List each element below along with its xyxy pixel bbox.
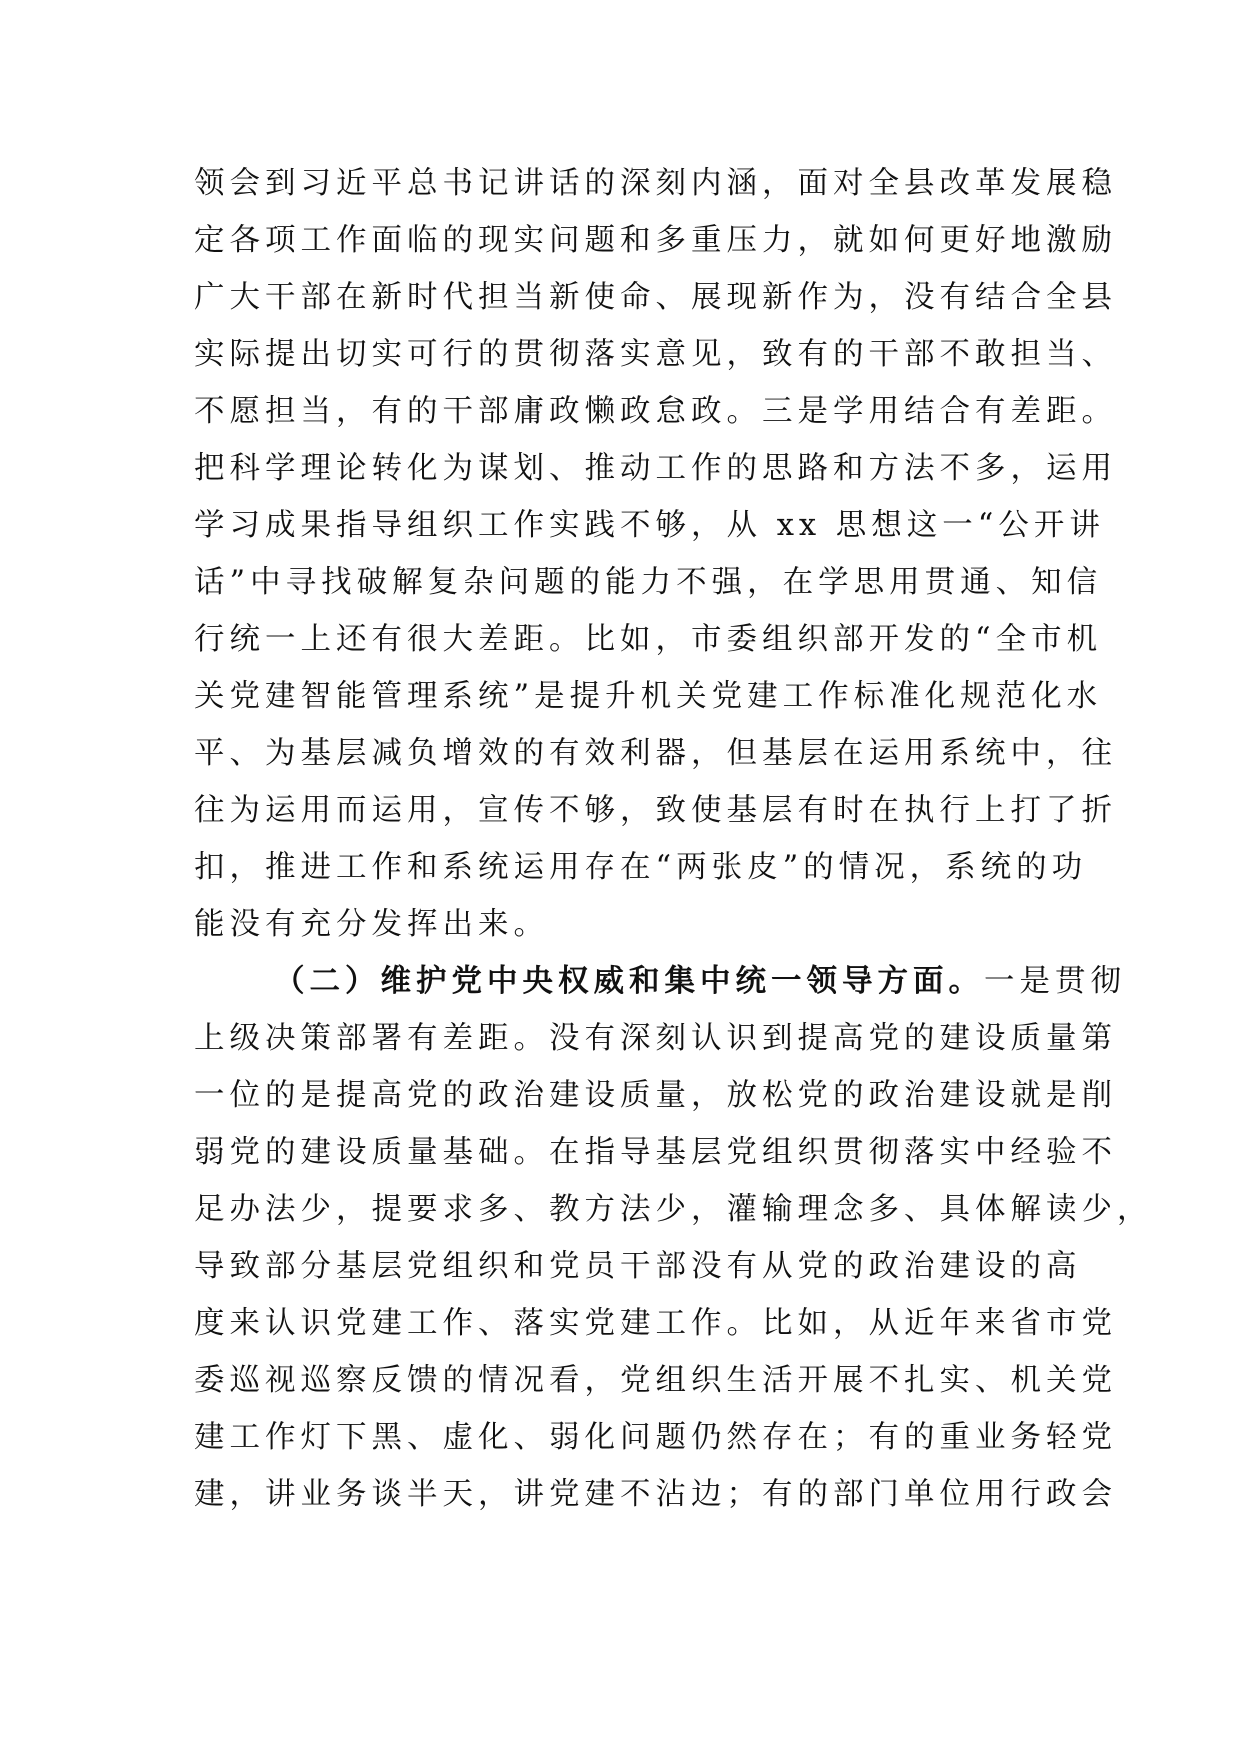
text-line: 建，讲业务谈半天，讲党建不沾边；有的部门单位用行政会 (194, 1477, 1117, 1512)
text-line: 定各项工作面临的现实问题和多重压力，就如何更好地激励 (194, 223, 1117, 258)
text-line: 足办法少，提要求多、教方法少，灌输理念多、具体解读少， (194, 1192, 1153, 1227)
paragraph-1 (194, 163, 1117, 945)
section-heading: （二）维护党中央权威和集中统一领导方面。 (274, 963, 984, 999)
text-line: 话”中寻找破解复杂问题的能力不强，在学思用贯通、知信 (194, 565, 1103, 600)
text-line: 上级决策部署有差距。没有深刻认识到提高党的建设质量第 (194, 1021, 1117, 1056)
text-line: 广大干部在新时代担当新使命、展现新作为，没有结合全县 (194, 280, 1117, 315)
text-line: 不愿担当，有的干部庸政懒政怠政。三是学用结合有差距。 (194, 394, 1117, 429)
text-line: 度来认识党建工作、落实党建工作。比如，从近年来省市党 (194, 1306, 1117, 1341)
text-line: 能没有充分发挥出来。 (194, 907, 549, 942)
text-line: 领会到习近平总书记讲话的深刻内涵，面对全县改革发展稳 (194, 166, 1117, 201)
text-line: 关党建智能管理系统”是提升机关党建工作标准化规范化水 (194, 679, 1103, 714)
text-line: 导致部分基层党组织和党员干部没有从党的政治建设的高 (194, 1249, 1082, 1284)
text-line: 委巡视巡察反馈的情况看，党组织生活开展不扎实、机关党 (194, 1363, 1117, 1398)
section-heading-line (194, 961, 1126, 1002)
text-line: 往为运用而运用，宣传不够，致使基层有时在执行上打了折 (194, 793, 1117, 828)
text-line: 把科学理论转化为谋划、推动工作的思路和方法不多，运用 (194, 451, 1117, 486)
document-body (194, 163, 1153, 1531)
text-line: 实际提出切实可行的贯彻落实意见，致有的干部不敢担当、 (194, 337, 1117, 372)
heading-line-rest: 一是贯彻 (984, 964, 1126, 999)
text-line: 扣，推进工作和系统运用存在“两张皮”的情况，系统的功 (194, 850, 1088, 885)
text-line: 行统一上还有很大差距。比如，市委组织部开发的“全市机 (194, 622, 1103, 657)
paragraph-2 (194, 961, 1153, 1515)
text-line: 建工作灯下黑、虚化、弱化问题仍然存在；有的重业务轻党 (194, 1420, 1117, 1455)
text-line: 弱党的建设质量基础。在指导基层党组织贯彻落实中经验不 (194, 1135, 1117, 1170)
text-line: 学习成果指导组织工作实践不够，从 xx 思想这一“公开讲 (194, 508, 1105, 543)
text-line: 一位的是提高党的政治建设质量，放松党的政治建设就是削 (194, 1078, 1117, 1113)
text-line: 平、为基层减负增效的有效利器，但基层在运用系统中，往 (194, 736, 1117, 771)
